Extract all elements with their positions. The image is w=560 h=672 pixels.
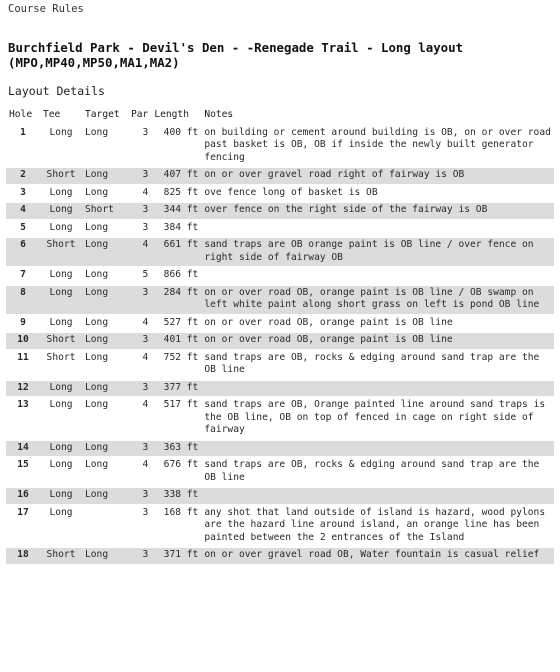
- cell-tee: Long: [49, 399, 73, 410]
- cell-length: 168 ft: [163, 506, 199, 518]
- table-row: [6, 126, 554, 167]
- cell-tee: Short: [40, 168, 82, 184]
- cell-notes: on or over road OB, orange paint is OB line: [204, 316, 453, 328]
- cell-length: 401 ft: [151, 333, 201, 349]
- cell-tee: Long: [49, 459, 73, 470]
- cell-tee: Long: [40, 381, 82, 397]
- cell-hole: 14: [6, 441, 40, 457]
- table-row: [6, 441, 554, 457]
- table-row: [6, 221, 554, 237]
- cell-target: Long: [85, 221, 109, 233]
- cell-notes: on or over road OB, orange paint is OB line / OB swamp on left white paint along short grass on left is pond OB line: [201, 286, 554, 314]
- cell-tee: Long: [49, 221, 73, 233]
- cell-par: 3: [128, 286, 151, 314]
- header-tee: Tee: [43, 109, 61, 120]
- cell-tee: Long: [49, 186, 73, 198]
- cell-length: 517 ft: [163, 399, 199, 410]
- cell-tee: Short: [40, 548, 82, 564]
- cell-par: 3: [142, 126, 149, 138]
- table-row: [6, 168, 554, 184]
- cell-notes: any shot that land outside of island is hazard, wood pylons are the hazard line around island, an orange line has been painted between the 2 entrances of the Island: [204, 506, 546, 543]
- cell-tee: Long: [40, 203, 82, 219]
- table-row: [6, 186, 554, 202]
- table-row: [6, 458, 554, 486]
- cell-notes: sand traps are OB orange paint is OB line / over fence on right side of fairway OB: [201, 238, 554, 266]
- table-row: [6, 398, 554, 439]
- cell-tee: Long: [40, 286, 82, 314]
- cell-hole: 1: [20, 126, 26, 138]
- cell-hole: 3: [20, 186, 26, 198]
- cell-par: 4: [142, 316, 149, 328]
- cell-hole: 15: [17, 459, 29, 470]
- table-row: [6, 203, 554, 219]
- cell-target: Long: [82, 488, 128, 504]
- table-row: [6, 333, 554, 349]
- cell-length: 866 ft: [163, 269, 199, 280]
- cell-target: Long: [85, 351, 109, 363]
- layout-details-table: [6, 107, 554, 566]
- cell-hole: 13: [17, 399, 29, 410]
- page-label: Course Rules: [8, 3, 84, 15]
- cell-length: 338 ft: [151, 488, 201, 504]
- cell-hole: 17: [17, 506, 29, 518]
- cell-target: Long: [82, 441, 128, 457]
- cell-tee: Long: [49, 316, 73, 328]
- table-row: [6, 286, 554, 314]
- cell-notes: on or over gravel road right of fairway is OB: [201, 168, 554, 184]
- cell-hole: 2: [6, 168, 40, 184]
- cell-tee: Long: [49, 506, 73, 518]
- table-row: [6, 381, 554, 397]
- table-row: [6, 268, 554, 284]
- course-title: Burchfield Park - Devil's Den - -Renegade Trail - Long layout (MPO,MP40,MP50,MA1,MA2): [8, 40, 464, 70]
- cell-notes: on or over road OB, orange paint is OB line: [201, 333, 554, 349]
- cell-length: 377 ft: [151, 381, 201, 397]
- cell-hole: 11: [17, 351, 29, 363]
- cell-notes: [201, 488, 554, 504]
- cell-target: Long: [82, 333, 128, 349]
- cell-hole: 6: [6, 238, 40, 266]
- cell-par: 3: [128, 168, 151, 184]
- cell-par: 3: [128, 333, 151, 349]
- cell-length: 400 ft: [163, 126, 199, 138]
- section-title: Layout Details: [8, 84, 105, 98]
- cell-target: Long: [82, 548, 128, 564]
- cell-tee: Long: [49, 126, 73, 138]
- cell-hole: 7: [20, 269, 26, 280]
- cell-hole: 12: [6, 381, 40, 397]
- cell-target: Short: [82, 203, 128, 219]
- cell-notes: [201, 221, 554, 237]
- cell-target: [82, 506, 128, 547]
- cell-par: 3: [128, 203, 151, 219]
- table-row: [6, 316, 554, 332]
- cell-par: 3: [128, 488, 151, 504]
- cell-par: 3: [128, 441, 151, 457]
- cell-tee: Short: [46, 351, 76, 363]
- cell-length: 527 ft: [163, 316, 199, 328]
- cell-par: 3: [142, 506, 149, 518]
- cell-target: Long: [85, 269, 109, 280]
- cell-notes: over fence on the right side of the fairway is OB: [201, 203, 554, 219]
- cell-length: 284 ft: [151, 286, 201, 314]
- cell-hole: 9: [20, 316, 26, 328]
- table-row: [6, 351, 554, 379]
- cell-hole: 10: [6, 333, 40, 349]
- cell-par: 5: [142, 269, 149, 280]
- cell-target: Long: [85, 316, 109, 328]
- header-hole: Hole: [9, 109, 33, 120]
- table-row: [6, 506, 554, 547]
- cell-notes: ove fence long of basket is OB: [204, 186, 378, 198]
- cell-hole: 5: [20, 221, 26, 233]
- cell-target: Long: [85, 399, 109, 410]
- cell-notes: sand traps are OB, rocks & edging around sand trap are the OB line: [204, 351, 540, 375]
- cell-par: 4: [142, 459, 149, 470]
- cell-tee: Long: [40, 488, 82, 504]
- cell-target: Long: [82, 381, 128, 397]
- cell-par: 3: [128, 381, 151, 397]
- cell-hole: 18: [6, 548, 40, 564]
- cell-length: 344 ft: [151, 203, 201, 219]
- cell-length: 661 ft: [151, 238, 201, 266]
- table-header-row: [6, 109, 554, 124]
- cell-hole: 4: [6, 203, 40, 219]
- table-row: [6, 238, 554, 266]
- cell-par: 3: [128, 548, 151, 564]
- table-row: [6, 488, 554, 504]
- header-par: Par: [131, 109, 149, 120]
- cell-tee: Long: [40, 441, 82, 457]
- header-target: Target: [85, 109, 120, 120]
- cell-hole: 8: [6, 286, 40, 314]
- cell-par: 3: [142, 221, 149, 233]
- cell-notes: on building or cement around building is OB, on or over road past basket is OB, OB if inside the newly built generator fencing: [204, 126, 551, 163]
- cell-length: 676 ft: [163, 459, 199, 470]
- cell-length: 825 ft: [163, 186, 199, 198]
- cell-length: 363 ft: [151, 441, 201, 457]
- header-notes: Notes: [204, 109, 234, 120]
- cell-hole: 16: [6, 488, 40, 504]
- cell-target: Long: [82, 238, 128, 266]
- cell-par: 4: [142, 186, 149, 198]
- cell-length: 407 ft: [151, 168, 201, 184]
- cell-notes: sand traps are OB, Orange painted line around sand traps is the OB line, OB on top of fenced in cage on right side of fairway: [204, 399, 546, 435]
- cell-notes: [201, 381, 554, 397]
- cell-length: 752 ft: [163, 351, 199, 363]
- cell-notes: [201, 441, 554, 457]
- cell-par: 4: [128, 238, 151, 266]
- cell-par: 4: [142, 399, 149, 410]
- cell-notes: [201, 268, 554, 284]
- cell-length: 384 ft: [163, 221, 199, 233]
- cell-par: 4: [142, 351, 149, 363]
- cell-length: 371 ft: [151, 548, 201, 564]
- cell-target: Long: [85, 186, 109, 198]
- cell-notes: on or over gravel road OB, Water fountain is casual relief: [201, 548, 554, 564]
- cell-tee: Short: [40, 238, 82, 266]
- cell-target: Long: [82, 286, 128, 314]
- cell-tee: Long: [49, 269, 73, 280]
- cell-notes: sand traps are OB, rocks & edging around sand trap are the OB line: [204, 459, 540, 483]
- cell-tee: Short: [40, 333, 82, 349]
- cell-target: Long: [85, 126, 109, 138]
- cell-target: Long: [85, 459, 109, 470]
- table-row: [6, 548, 554, 564]
- header-length: Length: [154, 109, 189, 120]
- cell-target: Long: [82, 168, 128, 184]
